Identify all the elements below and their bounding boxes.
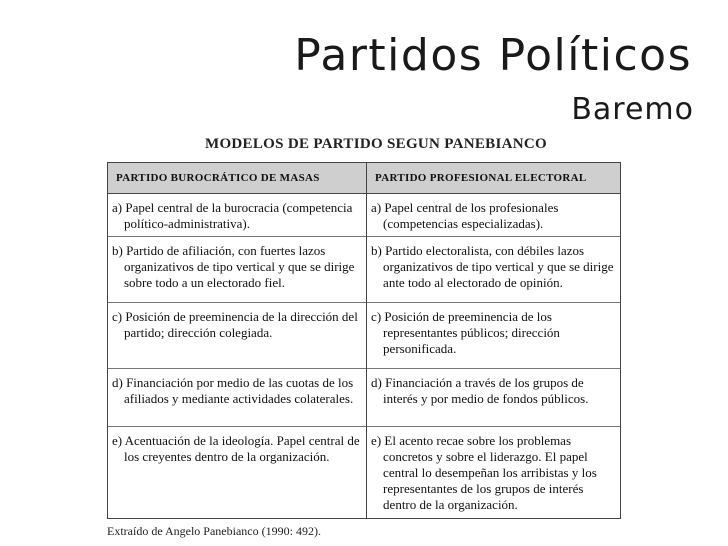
cell-text: c) Posición de preeminencia de los representantes públicos; dirección personificada. — [371, 309, 560, 356]
table-cell — [108, 237, 367, 303]
party-models-table — [107, 162, 621, 519]
table-header-row — [108, 163, 620, 194]
table-row — [108, 194, 620, 237]
slide-subtitle: Baremo — [571, 92, 694, 127]
cell-text: c) Posición de preeminencia de la dirección del partido; dirección colegiada. — [112, 309, 358, 340]
table-row — [108, 427, 620, 519]
cell-text: d) Financiación a través de los grupos de interés y por medio de fondos públicos. — [371, 375, 589, 406]
table-cell — [367, 194, 620, 237]
cell-text: b) Partido de afiliación, con fuertes lazos organizativos de tipo vertical y que se dirige sobre todo a un electorado fiel. — [112, 243, 355, 290]
table-cell — [367, 237, 620, 303]
table-row — [108, 237, 620, 303]
table-cell — [108, 303, 367, 369]
cell-text: a) Papel central de la burocracia (competencia político-administrativa). — [112, 200, 353, 231]
table-cell — [108, 369, 367, 427]
column-header-electoral-party: PARTIDO PROFESIONAL ELECTORAL — [367, 163, 620, 194]
table-heading: MODELOS DE PARTIDO SEGUN PANEBIANCO — [205, 136, 547, 152]
cell-text: d) Financiación por medio de las cuotas de los afiliados y mediante actividades colaterales. — [112, 375, 354, 406]
source-citation: Extraído de Angelo Panebianco (1990: 492). — [107, 524, 321, 538]
cell-text: a) Papel central de los profesionales (competencias especializadas). — [371, 200, 559, 231]
cell-text: b) Partido electoralista, con débiles lazos organizativos de tipo vertical y que se dirige ante todo al electorado de opinión. — [371, 243, 614, 290]
table-cell — [367, 427, 620, 519]
table-cell — [108, 194, 367, 237]
slide-title: Partidos Políticos — [294, 30, 692, 81]
column-header-mass-party: PARTIDO BUROCRÁTICO DE MASAS — [108, 163, 367, 194]
table-row — [108, 369, 620, 427]
table-row — [108, 303, 620, 369]
cell-text: e) Acentuación de la ideología. Papel central de los creyentes dentro de la organización. — [112, 433, 360, 464]
cell-text: e) El acento recae sobre los problemas concretos y sobre el liderazgo. El papel central lo desempeñan los arribistas y los representantes de los grupos de interés dentro de la organización. — [371, 433, 597, 512]
table-cell — [108, 427, 367, 519]
table-cell — [367, 369, 620, 427]
table-cell — [367, 303, 620, 369]
